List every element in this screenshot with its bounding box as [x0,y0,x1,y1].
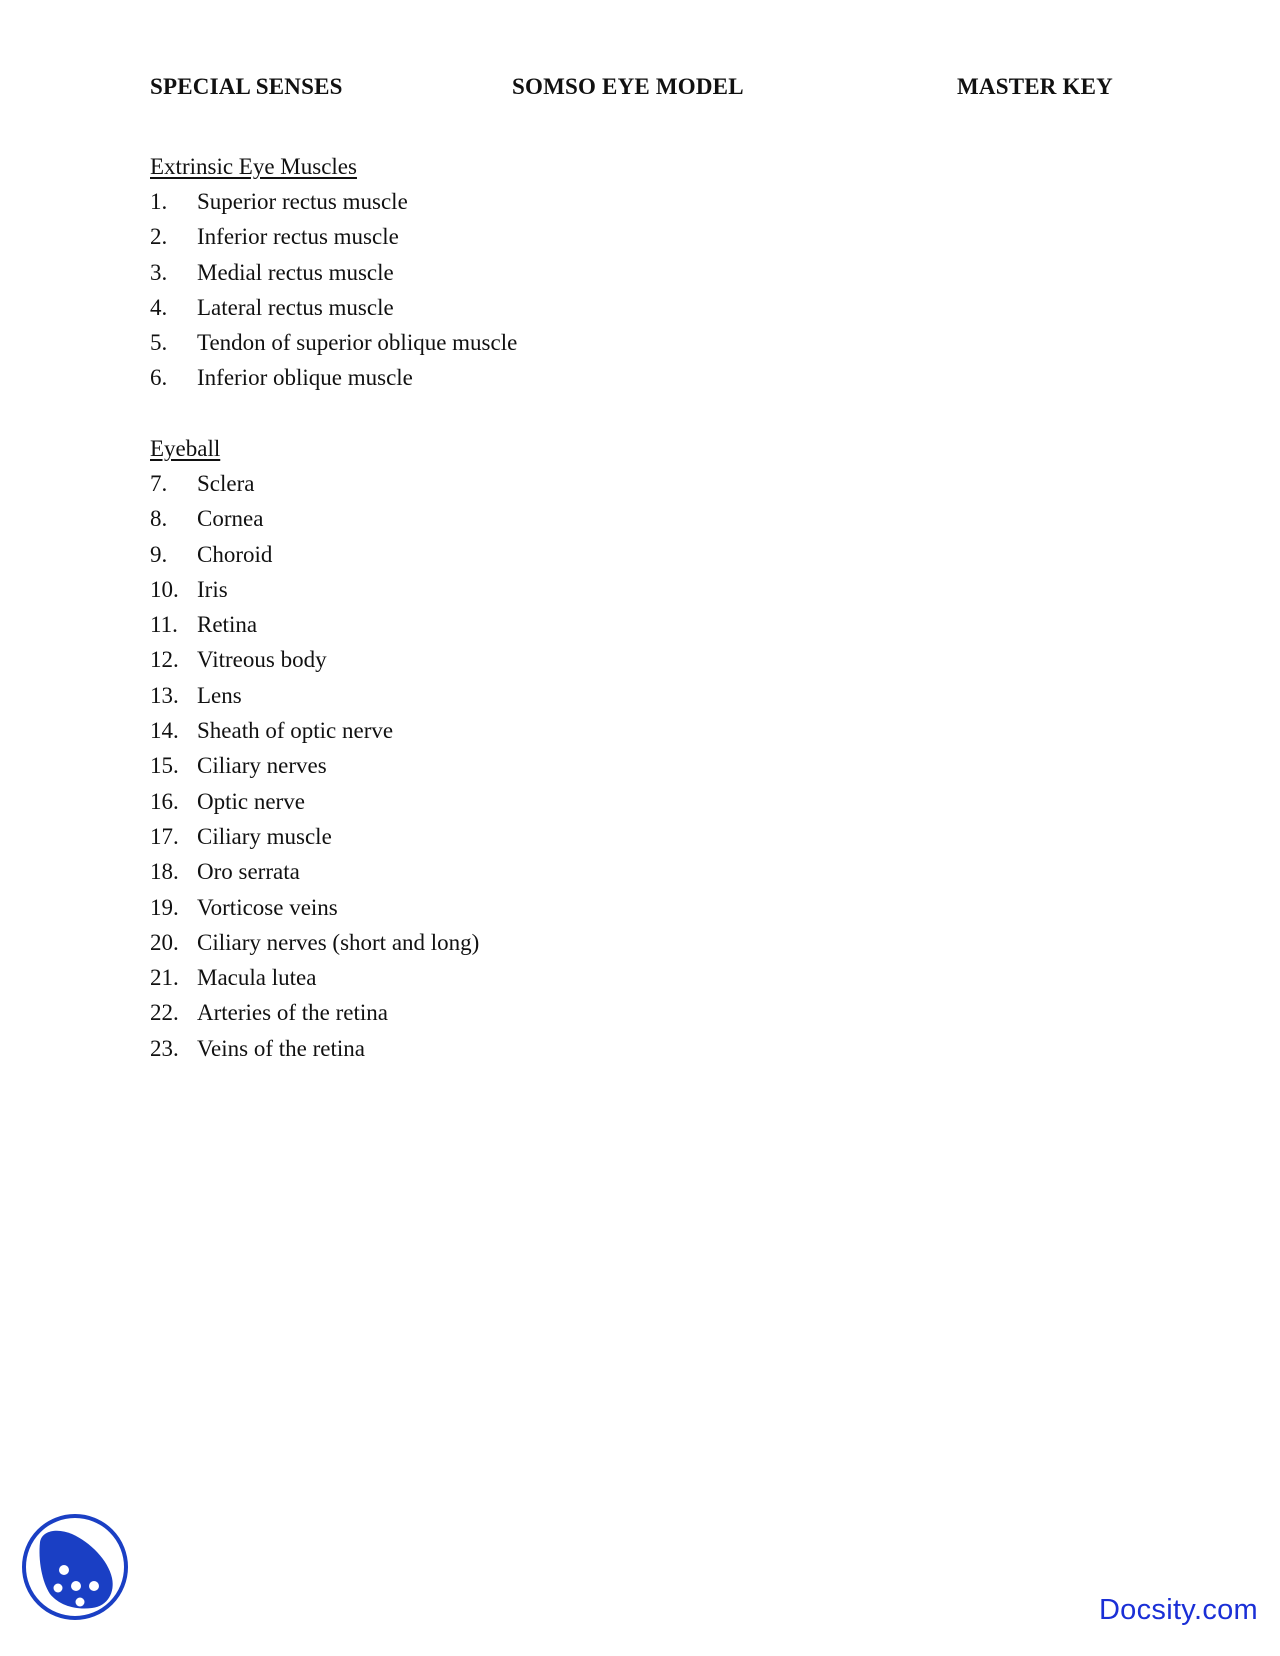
item-number: 23. [150,1035,179,1061]
item-label: Optic nerve [197,788,305,814]
list-item [150,854,850,889]
list-item [150,219,850,254]
item-number: 18. [150,859,179,885]
item-number: 20. [150,929,179,955]
item-number: 1. [150,189,168,214]
list-item [150,819,850,854]
item-label: Veins of the retina [197,1035,365,1061]
list-item [150,995,850,1030]
item-number: 3. [150,259,168,285]
item-label: Lens [197,682,242,708]
list-item [150,642,850,677]
item-label: Medial rectus muscle [197,259,394,285]
item-label: Vorticose veins [197,894,338,920]
item-label: Tendon of superior oblique muscle [197,330,518,356]
item-number: 12. [150,647,179,673]
item-label: Cornea [197,506,264,532]
item-label: Lateral rectus muscle [197,294,394,320]
item-label: Sheath of optic nerve [197,718,394,744]
item-number: 16. [150,788,179,814]
item-number: 2. [150,224,168,250]
list-item [150,713,850,748]
list-item [150,255,850,290]
item-number: 15. [150,753,179,779]
list-item [150,678,850,713]
header-left-title: SPECIAL SENSES [150,74,343,99]
item-label: Ciliary nerves (short and long) [197,929,480,955]
item-number: 13. [150,682,179,708]
list-item [150,784,850,819]
item-label: Ciliary nerves [197,753,327,779]
section-extrinsic-eye-muscles [150,149,850,396]
list-item [150,325,850,360]
list-item [150,537,850,572]
item-label: Vitreous body [197,647,327,673]
list-item [150,501,850,536]
section-eyeball [150,431,850,1066]
item-number: 9. [150,541,168,567]
list-item [150,360,850,395]
list-item [150,748,850,783]
list-item [150,572,850,607]
section-title: Extrinsic Eye Muscles [150,154,357,179]
item-number: 10. [150,576,179,602]
list-item [150,890,850,925]
item-number: 6. [150,365,168,391]
item-number: 4. [150,294,168,320]
docsity-logo-icon[interactable] [20,1512,130,1622]
docsity-brand-link[interactable]: Docsity.com [1098,1594,1258,1626]
item-label: Oro serrata [197,859,300,885]
list-item [150,1031,850,1066]
item-label: Arteries of the retina [197,1000,388,1026]
item-number: 17. [150,823,179,849]
item-label: Inferior rectus muscle [197,224,399,250]
item-label: Iris [197,576,228,602]
item-label: Sclera [197,471,255,496]
item-label: Retina [197,612,258,638]
item-number: 8. [150,506,168,532]
list-item [150,184,850,219]
list-item [150,290,850,325]
list-item [150,925,850,960]
section-title: Eyeball [150,436,221,461]
header-center-title: SOMSO EYE MODEL [512,74,744,99]
list-item [150,466,850,501]
item-label: Macula lutea [197,965,317,991]
list-item [150,960,850,995]
item-label: Inferior oblique muscle [197,365,413,391]
header-right-title: MASTER KEY [957,74,1113,99]
list-item [150,607,850,642]
item-label: Ciliary muscle [197,823,332,849]
item-number: 22. [150,1000,179,1026]
item-label: Choroid [197,541,273,567]
item-number: 11. [150,612,178,638]
item-label: Superior rectus muscle [197,189,408,214]
item-number: 14. [150,718,179,744]
item-number: 21. [150,965,179,991]
item-number: 5. [150,330,168,356]
item-number: 19. [150,894,179,920]
item-number: 7. [150,471,168,496]
